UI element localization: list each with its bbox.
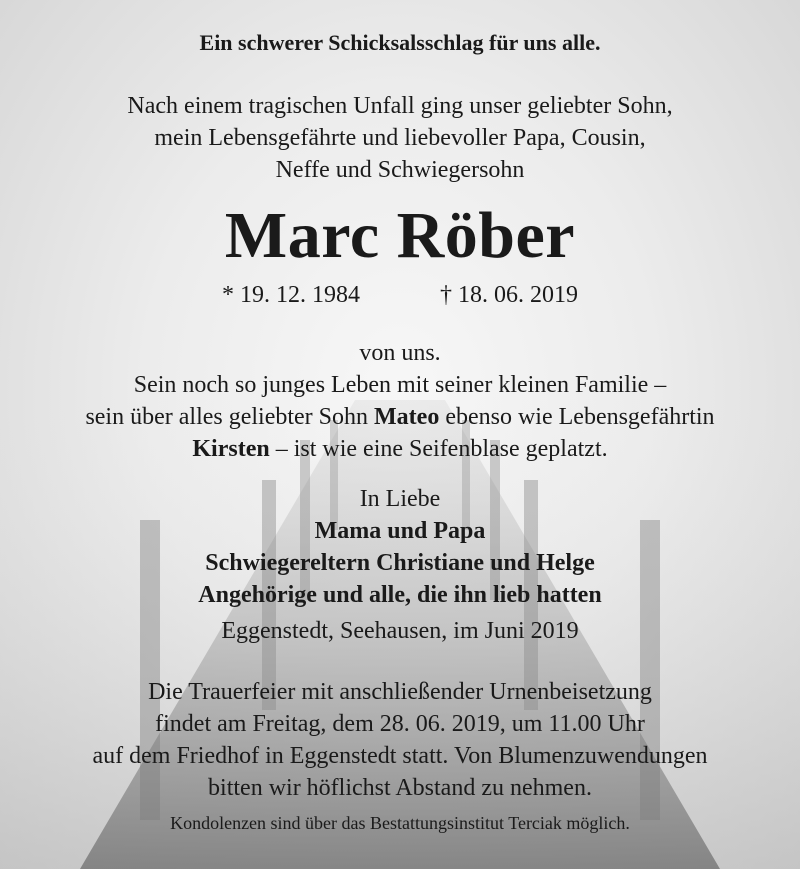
body-line: Sein noch so junges Leben mit seiner kleinen Familie – bbox=[133, 372, 667, 398]
death-date: † 18. 06. 2019 bbox=[440, 282, 578, 308]
headline: Ein schwerer Schicksalsschlag für uns alle. bbox=[199, 30, 601, 55]
birth-date: * 19. 12. 1984 bbox=[222, 282, 360, 308]
body-text: ebenso wie Lebensgefährtin bbox=[439, 404, 715, 430]
funeral-line: findet am Freitag, dem 28. 06. 2019, um 11.00 Uhr bbox=[155, 711, 645, 737]
intro-line: Neffe und Schwiegersohn bbox=[275, 157, 525, 183]
intro-line: mein Lebensgefährte und liebevoller Papa, Cousin, bbox=[154, 125, 646, 151]
funeral-line: bitten wir höflichst Abstand zu nehmen. bbox=[208, 775, 592, 801]
body-text: sein über alles geliebter Sohn bbox=[85, 404, 375, 430]
funeral-line: auf dem Friedhof in Eggenstedt statt. Von Blumenzuwendungen bbox=[92, 743, 708, 769]
life-dates bbox=[0, 282, 800, 309]
partner-name: Kirsten bbox=[192, 436, 270, 462]
place-date: Eggenstedt, Seehausen, im Juni 2019 bbox=[221, 618, 579, 644]
body-line bbox=[0, 433, 800, 465]
signer-line: Schwiegereltern Christiane und Helge bbox=[205, 550, 595, 576]
funeral-line: Die Trauerfeier mit anschließender Urnenbeisetzung bbox=[148, 679, 652, 705]
signer-line: Angehörige und alle, die ihn lieb hatten bbox=[198, 582, 602, 608]
body-line bbox=[0, 401, 800, 433]
signer-line: Mama und Papa bbox=[314, 518, 486, 544]
in-love: In Liebe bbox=[359, 486, 441, 512]
son-name: Mateo bbox=[374, 404, 440, 430]
body-text: – ist wie eine Seifenblase geplatzt. bbox=[269, 436, 608, 462]
intro-line: Nach einem tragischen Unfall ging unser geliebter Sohn, bbox=[127, 93, 673, 119]
deceased-name: Marc Röber bbox=[224, 199, 576, 272]
body-line: von uns. bbox=[359, 340, 441, 366]
condolence-note: Kondolenzen sind über das Bestattungsinstitut Terciak möglich. bbox=[170, 813, 630, 833]
